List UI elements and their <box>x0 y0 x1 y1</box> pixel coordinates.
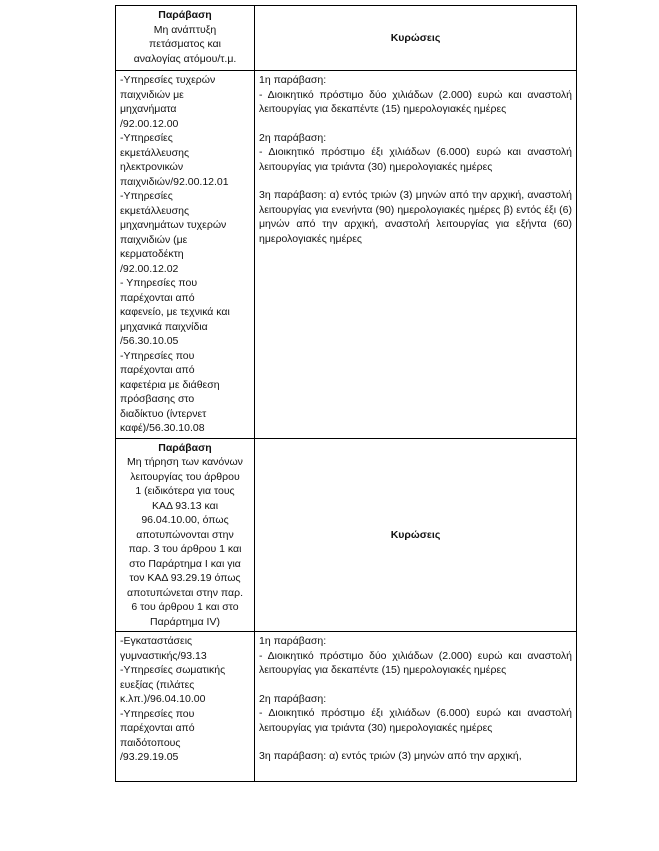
activity-line: ευεξίας (πιλάτες <box>120 678 195 691</box>
table1-header-row <box>116 6 577 71</box>
first-violation-title: 1η παράβαση: <box>259 635 327 647</box>
table2-header-line: 1 (ειδικότερα για τους <box>135 485 235 497</box>
table2-header-sanctions: Κυρώσεις <box>255 438 577 632</box>
first-violation-text: - Διοικητικό πρόστιμο δύο χιλιάδων (2.000) ευρώ και αναστολή λειτουργίας για δεκαπέντε (15) ημερολογιακές ημέρες <box>259 649 572 676</box>
table2-header-line: Παράρτημα IV) <box>150 615 220 628</box>
table1-header-sanctions: Κυρώσεις <box>255 6 577 71</box>
table1-header-violation <box>116 6 255 71</box>
activity-line: -Υπηρεσίες που <box>120 349 195 362</box>
activity-line: παρέχονται από <box>120 364 195 376</box>
activity-line: παιχνιδιών με <box>120 88 184 101</box>
second-violation-text: - Διοικητικό πρόστιμο έξι χιλιάδων (6.000) ευρώ και αναστολή λειτουργίας για τριάντα (30) ημερολογιακές ημέρες <box>259 146 572 173</box>
activity-line: /93.29.19.05 <box>120 751 179 763</box>
table2-sanctions-text <box>255 632 577 782</box>
third-violation-text: 3η παράβαση: α) εντός τριών (3) μηνών από την αρχική, αναστολή λειτουργίας για ενενήντα (90) ημερολογιακές ημέρες β) εντός έξι (6) μηνών από την αρχική, αναστολή λειτουργίας για εξήντα (60) ημερολογιακές ημέρες <box>259 189 572 245</box>
activity-line: παρέχονται από <box>120 722 195 734</box>
first-violation-title: 1η παράβαση: <box>259 74 327 86</box>
table2-header-line: 96.04.10.00, όπως <box>141 514 229 526</box>
table2-header-title: Παράβαση <box>158 441 212 454</box>
table2-header-violation <box>116 438 255 632</box>
activity-line: διαδίκτυο (ίντερνετ <box>120 407 207 420</box>
table2-header-line: παρ. 3 του άρθρου 1 και <box>128 543 242 555</box>
table2-header-line: λειτουργίας του άρθρου <box>130 470 240 483</box>
table2-header-line: αποτυπώνεται στην παρ. <box>127 586 243 599</box>
table1-sanctions-text <box>255 71 577 439</box>
second-violation-title: 2η παράβαση: <box>259 692 327 705</box>
table2-activity-list <box>116 632 255 782</box>
activity-line: /92.00.12.00 <box>120 117 179 130</box>
activity-line: μηχανικά παιχνίδια <box>120 320 208 333</box>
sanctions-table <box>115 5 577 782</box>
activity-line: παιδότοπους <box>120 736 181 749</box>
activity-line: κερματοδέκτη <box>120 248 184 260</box>
second-violation-title: 2η παράβαση: <box>259 131 327 144</box>
table2-header-line: στο Παράρτημα Ι και για <box>129 557 241 570</box>
activity-line: γυμναστικής/93.13 <box>120 649 207 662</box>
activity-line: -Υπηρεσίες τυχερών <box>120 74 216 86</box>
table2-body-row <box>116 632 577 782</box>
table2-header-line: ΚΑΔ 93.13 και <box>151 499 219 512</box>
table2-header-row <box>116 438 577 632</box>
activity-line: -Υπηρεσίες <box>120 190 173 202</box>
activity-line: μηχανημάτων τυχερών <box>120 219 227 231</box>
table2-header-line: Μη τήρηση των κανόνων <box>127 456 243 468</box>
table2-header-line: τον ΚΑΔ 93.29.19 όπως <box>129 572 241 584</box>
activity-line: εκμετάλλευσης <box>120 204 190 217</box>
activity-line: /56.30.10.05 <box>120 335 179 347</box>
activity-line: -Υπηρεσίες <box>120 132 173 144</box>
activity-line: ηλεκτρονικών <box>120 161 184 173</box>
activity-line: -Υπηρεσίες που <box>120 707 195 720</box>
activity-line: καφενείο, με τεχνικά και <box>120 306 230 318</box>
table1-header-line: αναλογίας ατόμου/τ.μ. <box>133 52 237 65</box>
table1-header-line: πετάσματος και <box>149 38 221 50</box>
activity-line: καφέ)/56.30.10.08 <box>120 422 205 434</box>
table1-header-title: Παράβαση <box>158 9 212 21</box>
activity-line: - Υπηρεσίες που <box>120 277 198 289</box>
first-violation-text: - Διοικητικό πρόστιμο δύο χιλιάδων (2.000) ευρώ και αναστολή λειτουργίας για δεκαπέντε (15) ημερολογιακές ημέρες <box>259 88 572 115</box>
activity-line: -Εγκαταστάσεις <box>120 635 193 647</box>
activity-line: /92.00.12.02 <box>120 262 179 275</box>
third-violation-text: 3η παράβαση: α) εντός τριών (3) μηνών από την αρχική, <box>259 750 522 762</box>
activity-line: πρόσβασης στο <box>120 393 195 405</box>
activity-line: κ.λπ.)/96.04.10.00 <box>120 693 206 705</box>
table2-header-line: 6 του άρθρου 1 και στο <box>131 601 239 613</box>
activity-line: μηχανήματα <box>120 103 177 115</box>
activity-line: καφετέρια με διάθεση <box>120 378 220 391</box>
table1-activity-list <box>116 71 255 439</box>
activity-line: παιχνιδιών/92.00.12.01 <box>120 175 229 188</box>
second-violation-text: - Διοικητικό πρόστιμο έξι χιλιάδων (6.000) ευρώ και αναστολή λειτουργίας για τριάντα (30) ημερολογιακές ημέρες <box>259 707 572 734</box>
table1-body-row <box>116 71 577 439</box>
table1-header-line: Μη ανάπτυξη <box>153 23 217 36</box>
activity-line: παρέχονται από <box>120 291 195 304</box>
activity-line: εκμετάλλευσης <box>120 146 190 159</box>
activity-line: -Υπηρεσίες σωματικής <box>120 664 226 676</box>
table2-header-line: αποτυπώνονται στην <box>136 528 234 541</box>
activity-line: παιχνιδιών (με <box>120 233 188 246</box>
